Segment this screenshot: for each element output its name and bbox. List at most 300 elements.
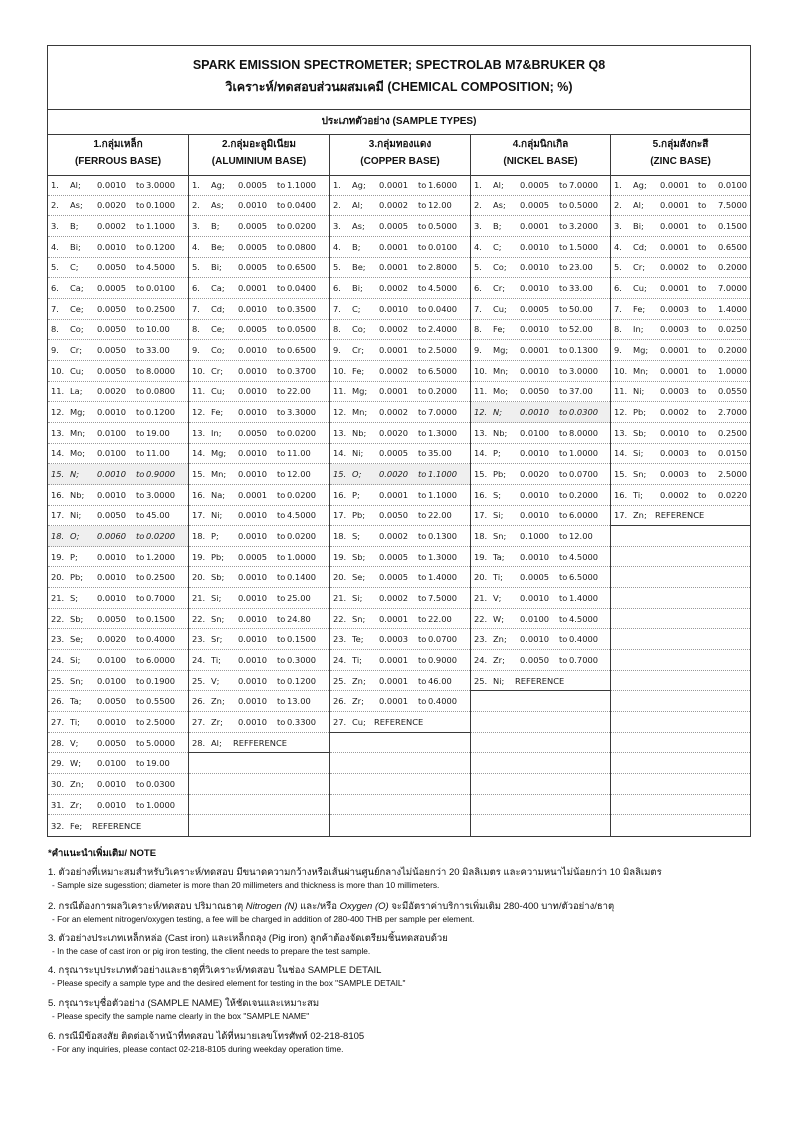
element-row xyxy=(330,671,470,692)
range-max: 35.00 xyxy=(428,448,452,459)
range-max: 0.1300 xyxy=(428,530,458,541)
range-separator: to xyxy=(698,283,707,294)
element-symbol: Mn; xyxy=(211,469,227,480)
range-max: 0.5500 xyxy=(146,696,176,707)
item-number: 7. xyxy=(614,303,622,314)
range-max: 5.0000 xyxy=(146,737,176,748)
range-min: 0.0005 xyxy=(379,551,409,562)
range-min: 0.0020 xyxy=(97,634,127,645)
range-max: 4.5000 xyxy=(428,283,458,294)
item-number: 2. xyxy=(614,200,622,211)
element-symbol: Ni; xyxy=(70,510,82,521)
range-min: 0.0050 xyxy=(97,737,127,748)
element-symbol: Pb; xyxy=(211,551,225,562)
element-row xyxy=(48,795,188,816)
element-row xyxy=(330,216,470,237)
element-symbol: Cd; xyxy=(211,303,225,314)
item-number: 23. xyxy=(192,634,206,645)
note-english: - Please specify the sample name clearly in the box "SAMPLE NAME" xyxy=(52,1011,310,1021)
item-number: 22. xyxy=(51,613,65,624)
range-min: 0.0010 xyxy=(520,241,550,252)
element-symbol: S; xyxy=(70,592,79,603)
empty-row xyxy=(189,774,329,795)
item-number: 16. xyxy=(333,489,347,500)
element-symbol: Cr; xyxy=(352,345,364,356)
range-min: 0.0002 xyxy=(660,262,690,273)
range-max: 2.5000 xyxy=(428,345,458,356)
element-symbol: Al; xyxy=(493,179,504,190)
element-symbol: Fe; xyxy=(211,407,224,418)
range-min: 0.0010 xyxy=(520,551,550,562)
empty-row xyxy=(611,774,750,795)
element-symbol: Al; xyxy=(211,737,222,748)
item-number: 13. xyxy=(333,427,347,438)
range-min: 0.0100 xyxy=(520,427,550,438)
range-max: 1.4000 xyxy=(569,592,599,603)
element-symbol: C; xyxy=(493,241,502,252)
range-separator: to xyxy=(418,675,427,686)
item-number: 16. xyxy=(51,489,65,500)
element-row xyxy=(48,402,188,423)
item-number: 6. xyxy=(474,283,482,294)
range-max: 22.00 xyxy=(287,386,311,397)
element-row xyxy=(48,340,188,361)
element-row xyxy=(611,258,750,279)
element-row xyxy=(189,629,329,650)
element-row xyxy=(471,299,610,320)
element-symbol: Pb; xyxy=(70,572,84,583)
note-text: 4. กรุณาระบุประเภทตัวอย่างและธาตุที่วิเคราะห์/ทดสอบ ในช่อง SAMPLE DETAIL xyxy=(48,965,382,976)
range-separator: to xyxy=(559,510,568,521)
range-min: 0.0005 xyxy=(520,179,550,190)
element-symbol: Ca; xyxy=(211,283,225,294)
element-symbol: As; xyxy=(352,221,365,232)
range-separator: to xyxy=(418,345,427,356)
element-symbol: Sn; xyxy=(211,613,225,624)
element-row xyxy=(471,547,610,568)
range-separator: to xyxy=(418,634,427,645)
range-max: 25.00 xyxy=(287,592,311,603)
reference-label: REFERENCE xyxy=(515,675,565,686)
item-number: 12. xyxy=(614,407,628,418)
range-max: 1.4000 xyxy=(428,572,458,583)
range-min: 0.0010 xyxy=(97,489,127,500)
element-symbol: Cd; xyxy=(633,241,647,252)
range-max: 0.2000 xyxy=(428,386,458,397)
element-row xyxy=(189,216,329,237)
element-symbol: C; xyxy=(70,262,79,273)
range-separator: to xyxy=(559,634,568,645)
element-row xyxy=(611,444,750,465)
range-min: 0.0001 xyxy=(379,345,409,356)
item-number: 5. xyxy=(51,262,59,273)
item-number: 19. xyxy=(474,551,488,562)
range-min: 0.0020 xyxy=(379,469,409,480)
element-symbol: B; xyxy=(352,241,361,252)
element-row xyxy=(189,278,329,299)
range-max: 0.2500 xyxy=(146,303,176,314)
reference-label: REFERENCE xyxy=(374,716,424,727)
range-separator: to xyxy=(277,634,286,645)
range-max: 0.5000 xyxy=(428,221,458,232)
item-number: 11. xyxy=(51,386,65,397)
range-separator: to xyxy=(136,283,145,294)
item-number: 26. xyxy=(51,696,65,707)
element-row xyxy=(330,423,470,444)
note-english: - For an element nitrogen/oxygen testing, a fee will be charged in addition of 280-400 THB per sample per element. xyxy=(52,914,475,924)
element-row xyxy=(48,506,188,527)
element-symbol: Sb; xyxy=(211,572,225,583)
element-row xyxy=(189,506,329,527)
range-separator: to xyxy=(559,427,568,438)
range-separator: to xyxy=(418,489,427,500)
item-number: 19. xyxy=(51,551,65,562)
range-min: 0.0010 xyxy=(238,696,268,707)
element-symbol: Ni; xyxy=(633,386,645,397)
range-separator: to xyxy=(559,407,568,418)
range-separator: to xyxy=(277,572,286,583)
element-symbol: Te; xyxy=(352,634,364,645)
element-row xyxy=(189,547,329,568)
element-row xyxy=(611,237,750,258)
range-max: 0.0250 xyxy=(717,324,747,335)
element-row xyxy=(48,258,188,279)
note-thai xyxy=(48,865,662,880)
element-symbol: Mg; xyxy=(633,345,649,356)
element-row xyxy=(611,506,750,527)
range-max: 0.1400 xyxy=(287,572,317,583)
item-number: 16. xyxy=(474,489,488,500)
item-number: 28. xyxy=(51,737,65,748)
range-max: 2.5000 xyxy=(146,716,176,727)
element-row xyxy=(48,485,188,506)
element-row xyxy=(330,588,470,609)
range-separator: to xyxy=(277,551,286,562)
item-number: 17. xyxy=(614,510,628,521)
item-number: 6. xyxy=(333,283,341,294)
element-symbol: V; xyxy=(211,675,220,686)
element-symbol: Cr; xyxy=(70,345,82,356)
element-symbol: Si; xyxy=(211,592,222,603)
element-symbol: Ni; xyxy=(352,448,364,459)
element-symbol: Sn; xyxy=(633,469,647,480)
element-symbol: Ti; xyxy=(493,572,503,583)
range-separator: to xyxy=(136,737,145,748)
empty-row xyxy=(330,795,470,816)
element-row xyxy=(189,361,329,382)
item-number: 14. xyxy=(474,448,488,459)
range-min: 0.0100 xyxy=(97,758,127,769)
range-separator: to xyxy=(698,262,707,273)
range-max: 0.9000 xyxy=(428,654,458,665)
range-min: 0.0001 xyxy=(379,179,409,190)
range-min: 0.0001 xyxy=(379,675,409,686)
range-separator: to xyxy=(277,345,286,356)
element-symbol: Zn; xyxy=(211,696,225,707)
range-min: 0.0002 xyxy=(660,489,690,500)
range-max: 19.00 xyxy=(146,758,170,769)
item-number: 6. xyxy=(614,283,622,294)
element-row xyxy=(48,444,188,465)
element-row xyxy=(471,526,610,547)
range-min: 0.0005 xyxy=(238,324,268,335)
range-max: 0.0400 xyxy=(287,200,317,211)
range-max: 23.00 xyxy=(569,262,593,273)
range-min: 0.0010 xyxy=(97,469,127,480)
element-symbol: Fe; xyxy=(70,820,83,831)
element-row xyxy=(48,691,188,712)
item-number: 10. xyxy=(333,365,347,376)
item-number: 8. xyxy=(474,324,482,335)
column-header xyxy=(189,134,330,175)
element-row xyxy=(48,299,188,320)
element-row xyxy=(48,196,188,217)
range-min: 0.0010 xyxy=(660,427,690,438)
note-english: - Please specify a sample type and the desired element for testing in the box "SAMPLE DETAIL" xyxy=(52,978,406,988)
range-separator: to xyxy=(418,572,427,583)
range-min: 0.0001 xyxy=(379,489,409,500)
range-max: 0.0220 xyxy=(717,489,747,500)
item-number: 25. xyxy=(51,675,65,686)
range-max: 0.0300 xyxy=(569,407,599,418)
element-row xyxy=(330,567,470,588)
element-row xyxy=(48,588,188,609)
range-max: 0.0700 xyxy=(428,634,458,645)
element-symbol: Be; xyxy=(352,262,366,273)
range-separator: to xyxy=(136,303,145,314)
note-english: - In the case of cast iron or pig iron testing, the client needs to prepare the test sample. xyxy=(52,946,371,956)
element-row xyxy=(471,361,610,382)
range-max: 19.00 xyxy=(146,427,170,438)
item-number: 9. xyxy=(333,345,341,356)
range-max: 3.3000 xyxy=(287,407,317,418)
range-separator: to xyxy=(418,179,427,190)
item-number: 27. xyxy=(51,716,65,727)
range-max: 1.5000 xyxy=(569,241,599,252)
element-symbol: N; xyxy=(70,469,80,480)
element-row xyxy=(330,196,470,217)
empty-row xyxy=(611,733,750,754)
item-number: 13. xyxy=(192,427,206,438)
item-number: 15. xyxy=(614,469,628,480)
range-min: 0.0002 xyxy=(379,592,409,603)
range-separator: to xyxy=(277,324,286,335)
empty-row xyxy=(611,547,750,568)
item-number: 3. xyxy=(51,221,59,232)
element-symbol: Zn; xyxy=(493,634,507,645)
element-row xyxy=(48,278,188,299)
empty-row xyxy=(611,588,750,609)
range-separator: to xyxy=(136,592,145,603)
range-min: 0.0020 xyxy=(97,386,127,397)
element-symbol: N; xyxy=(493,407,503,418)
element-row xyxy=(330,175,470,196)
range-max: 0.3000 xyxy=(287,654,317,665)
document-title: SPARK EMISSION SPECTROMETER; SPECTROLAB M7&BRUKER Q8 xyxy=(192,58,606,72)
reference-label: REFFERENCE xyxy=(233,737,288,748)
item-number: 24. xyxy=(333,654,347,665)
range-min: 0.0001 xyxy=(379,696,409,707)
item-number: 5. xyxy=(614,262,622,273)
range-separator: to xyxy=(277,365,286,376)
item-number: 13. xyxy=(51,427,65,438)
range-max: 7.0000 xyxy=(569,179,599,190)
element-row xyxy=(189,671,329,692)
range-separator: to xyxy=(559,179,568,190)
element-row xyxy=(471,278,610,299)
element-symbol: Ti; xyxy=(211,654,221,665)
range-max: 46.00 xyxy=(428,675,452,686)
column-header-thai: 4.กลุ่มนิกเกิล xyxy=(512,139,569,150)
element-symbol: S; xyxy=(493,489,502,500)
range-separator: to xyxy=(698,241,707,252)
element-row xyxy=(189,402,329,423)
range-separator: to xyxy=(698,407,707,418)
item-number: 18. xyxy=(51,530,65,541)
item-number: 19. xyxy=(333,551,347,562)
range-min: 0.0002 xyxy=(379,530,409,541)
element-row xyxy=(611,196,750,217)
spectrometer-sheet xyxy=(47,45,751,837)
element-row xyxy=(611,320,750,341)
item-number: 11. xyxy=(614,386,628,397)
range-max: 1.1000 xyxy=(428,469,458,480)
element-symbol: Ti; xyxy=(70,716,80,727)
element-symbol: Pb; xyxy=(352,510,366,521)
range-separator: to xyxy=(277,386,286,397)
element-row xyxy=(48,609,188,630)
range-separator: to xyxy=(136,221,145,232)
range-min: 0.0001 xyxy=(379,241,409,252)
range-separator: to xyxy=(698,303,707,314)
range-min: 0.0060 xyxy=(97,530,127,541)
range-separator: to xyxy=(136,613,145,624)
item-number: 9. xyxy=(474,345,482,356)
range-min: 0.0010 xyxy=(238,654,268,665)
sample-type-column xyxy=(611,175,750,836)
element-symbol: Al; xyxy=(70,179,81,190)
element-symbol: Cu; xyxy=(633,283,647,294)
element-symbol: Zn; xyxy=(70,778,84,789)
element-symbol: Na; xyxy=(211,489,226,500)
range-min: 0.0010 xyxy=(520,262,550,273)
element-row xyxy=(189,588,329,609)
range-min: 0.0010 xyxy=(238,407,268,418)
document-subtitle: วิเคราะห์/ทดสอบส่วนผสมเคมี (CHEMICAL COMPOSITION; %) xyxy=(225,80,573,94)
element-symbol: Co; xyxy=(211,345,225,356)
element-row xyxy=(330,299,470,320)
range-max: 1.6000 xyxy=(428,179,458,190)
element-symbol: O; xyxy=(70,530,80,541)
empty-row xyxy=(330,733,470,754)
range-separator: to xyxy=(136,324,145,335)
range-separator: to xyxy=(277,262,286,273)
element-row xyxy=(189,444,329,465)
empty-row xyxy=(471,753,610,774)
item-number: 18. xyxy=(192,530,206,541)
range-min: 0.0020 xyxy=(520,469,550,480)
range-max: 0.1500 xyxy=(717,221,747,232)
element-row xyxy=(471,567,610,588)
range-min: 0.0002 xyxy=(379,365,409,376)
element-row xyxy=(471,629,610,650)
range-min: 0.0010 xyxy=(238,572,268,583)
item-number: 11. xyxy=(474,386,488,397)
range-max: 3.0000 xyxy=(569,365,599,376)
range-separator: to xyxy=(277,283,286,294)
empty-row xyxy=(330,774,470,795)
note-thai xyxy=(48,899,614,914)
empty-row xyxy=(471,795,610,816)
range-min: 0.0005 xyxy=(238,241,268,252)
element-row xyxy=(48,733,188,754)
range-min: 0.0005 xyxy=(97,283,127,294)
item-number: 7. xyxy=(51,303,59,314)
item-number: 30. xyxy=(51,778,65,789)
range-min: 0.0001 xyxy=(379,654,409,665)
element-row xyxy=(189,237,329,258)
range-min: 0.0010 xyxy=(97,799,127,810)
range-max: 0.6500 xyxy=(717,241,747,252)
item-number: 20. xyxy=(474,572,488,583)
range-separator: to xyxy=(559,283,568,294)
element-symbol: Mo; xyxy=(493,386,509,397)
element-symbol: Ag; xyxy=(211,179,225,190)
empty-row xyxy=(189,795,329,816)
range-max: 0.0400 xyxy=(428,303,458,314)
item-number: 17. xyxy=(51,510,65,521)
range-separator: to xyxy=(277,448,286,459)
element-row xyxy=(330,278,470,299)
range-separator: to xyxy=(136,345,145,356)
range-min: 0.0010 xyxy=(520,407,550,418)
note-text: 2. กรณีต้องการผลวิเคราะห์/ทดสอบ ปริมาณธาตุ xyxy=(48,901,246,912)
element-symbol: Se; xyxy=(352,572,366,583)
item-number: 3. xyxy=(192,221,200,232)
range-max: 7.5000 xyxy=(717,200,747,211)
range-max: 0.0200 xyxy=(287,530,317,541)
element-symbol: Sb; xyxy=(633,427,647,438)
range-separator: to xyxy=(418,241,427,252)
range-separator: to xyxy=(277,200,286,211)
range-min: 0.0050 xyxy=(520,654,550,665)
range-min: 0.0001 xyxy=(660,365,690,376)
range-max: 0.4000 xyxy=(146,634,176,645)
range-max: 11.00 xyxy=(287,448,311,459)
item-number: 22. xyxy=(474,613,488,624)
range-separator: to xyxy=(136,696,145,707)
element-row xyxy=(471,423,610,444)
range-max: 0.4000 xyxy=(428,696,458,707)
element-symbol: Se; xyxy=(70,634,84,645)
range-max: 6.5000 xyxy=(569,572,599,583)
note-text: 3. ตัวอย่างประเภทเหล็กหล่อ (Cast iron) และเหล็กถลุง (Pig iron) ลูกค้าต้องจัดเตรียมชิ้นทดสอบด้วย xyxy=(48,933,448,944)
note-english: - Sample size sugesstion; diameter is more than 20 millimeters and thickness is more than 10 millimeters. xyxy=(52,880,440,890)
element-row xyxy=(611,423,750,444)
range-max: 10.00 xyxy=(146,324,170,335)
range-min: 0.0001 xyxy=(238,283,268,294)
item-number: 29. xyxy=(51,758,65,769)
note-text: 1. ตัวอย่างที่เหมาะสมสำหรับวิเคราะห์/ทดสอบ มีขนาดความกว้างหรือเส้นผ่านศูนย์กลางไม่น้อยกว่า 20 มิลลิเมตร และความหนาไม่น้อยกว่า 10 มิลลิเมตร xyxy=(48,867,662,878)
element-symbol: Mg; xyxy=(70,407,86,418)
range-separator: to xyxy=(136,448,145,459)
item-number: 8. xyxy=(333,324,341,335)
range-min: 0.0010 xyxy=(238,510,268,521)
element-row xyxy=(189,485,329,506)
range-min: 0.0100 xyxy=(97,675,127,686)
range-min: 0.0010 xyxy=(238,592,268,603)
item-number: 7. xyxy=(333,303,341,314)
